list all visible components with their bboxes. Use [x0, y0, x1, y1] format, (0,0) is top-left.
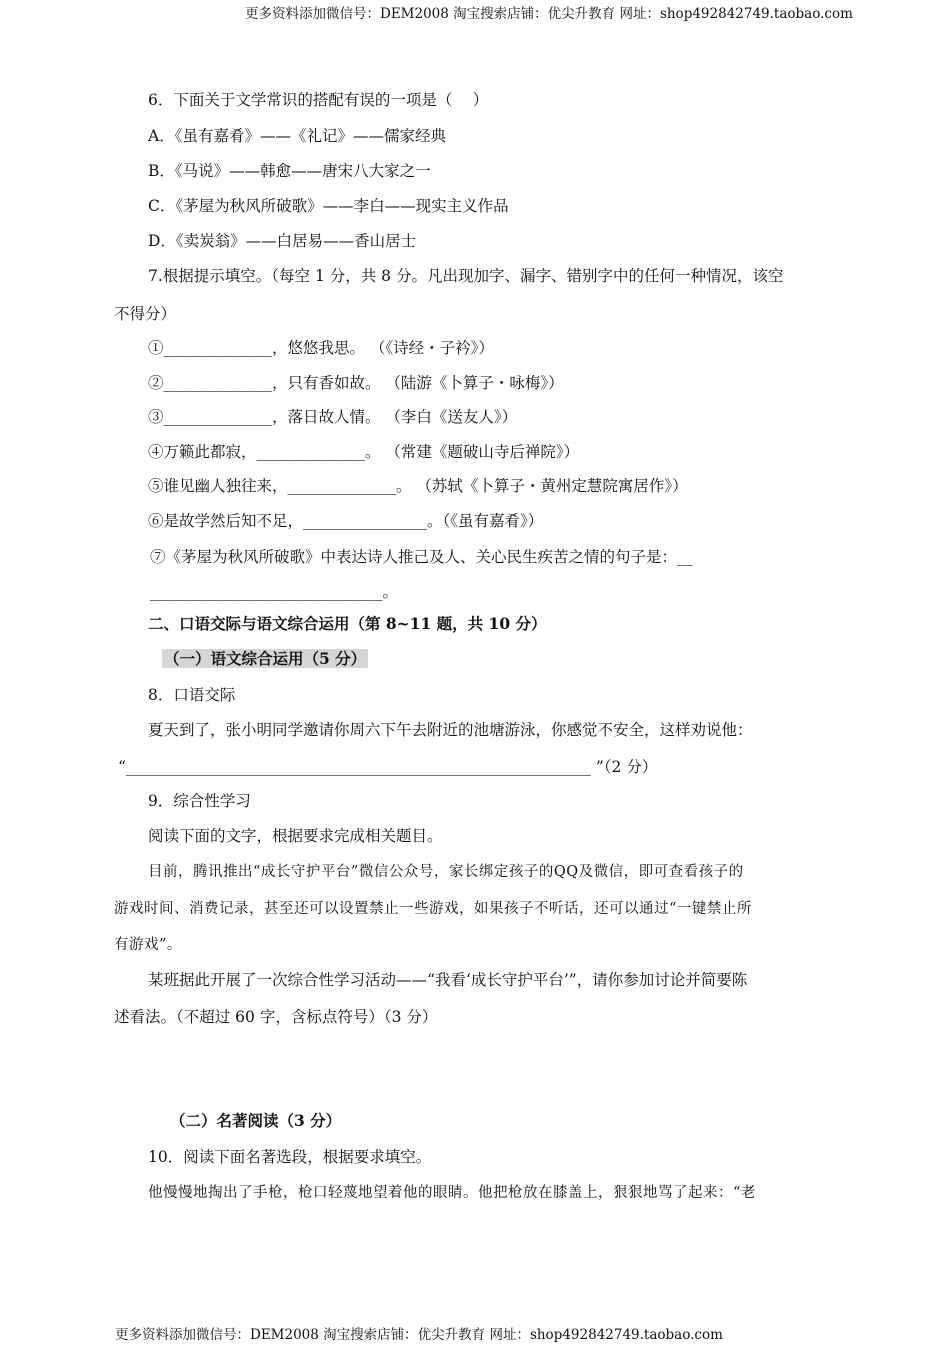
q9-passage-line1: 目前，腾讯推出“成长守护平台”微信公众号，家长绑定孩子的QQ及微信，即可查看孩子的	[148, 864, 744, 880]
q9-task-line2: 述看法。（不超过 60 字，含标点符号）（3 分）	[114, 1008, 438, 1026]
q7-item-4: ④万籁此都寂，______________。 （常建《题破山寺后禅院》）	[148, 443, 580, 461]
q6-option-d: D．《卖炭翁》——白居易——香山居士	[148, 232, 417, 250]
subsection-2-title: （二）名著阅读（3 分）	[170, 1111, 342, 1130]
q7-stem-line2: 不得分）	[114, 305, 177, 323]
page-header: 更多资料添加微信号：DEM2008 淘宝搜索店铺：优尖升教育 网址：shop492842749.taobao.com	[245, 6, 853, 22]
subsection-1-title	[162, 649, 368, 669]
q6-option-b: B．《马说》——韩愈——唐宋八大家之一	[148, 162, 431, 180]
q9-title: 9．综合性学习	[148, 792, 251, 810]
q9-task-line1: 某班据此开展了一次综合性学习活动——“我看‘成长守护平台’”，请你参加讨论并简要陈	[148, 971, 748, 989]
q7-item-7-line2: ______________________________。	[150, 583, 399, 601]
q9-passage-line2: 游戏时间、消费记录，甚至还可以设置禁止一些游戏，如果孩子不听话，还可以通过“一键禁止所	[114, 901, 752, 917]
q7-item-7-line1: ⑦《茅屋为秋风所破歌》中表达诗人推己及人、关心民生疾苦之情的句子是：__	[150, 548, 693, 566]
section-2-title: 二、口语交际与语文综合运用（第 8~11 题，共 10 分）	[148, 614, 547, 633]
subsection-1-label: （一）语文综合运用（5 分）	[164, 649, 367, 668]
q8-title: 8．口语交际	[148, 686, 236, 704]
page-footer: 更多资料添加微信号：DEM2008 淘宝搜索店铺：优尖升教育 网址：shop492842749.taobao.com	[115, 1327, 723, 1343]
q8-body: 夏天到了，张小明同学邀请你周六下午去附近的池塘游泳，你感觉不安全，这样劝说他：	[148, 721, 753, 739]
q7-item-1: ①______________，悠悠我思。 （《诗经・子衿》）	[148, 339, 494, 357]
q8-answer-line: “____________________________________________________________ ”（2 分）	[118, 758, 658, 776]
q9-passage-line3: 有游戏”。	[114, 937, 182, 953]
q6-option-c: C．《茅屋为秋风所破歌》——李白——现实主义作品	[148, 197, 509, 215]
q7-item-5: ⑤谁见幽人独往来，______________。 （苏轼《卜算子・黄州定慧院寓居作》）	[148, 477, 688, 495]
q9-intro: 阅读下面的文字，根据要求完成相关题目。	[148, 827, 443, 845]
q10-passage-line1: 他慢慢地掏出了手枪，枪口轻蔑地望着他的眼睛。他把枪放在膝盖上，狠狠地骂了起来：“老	[148, 1185, 756, 1201]
q7-item-6: ⑥是故学然后知不足，________________。（《虽有嘉肴》）	[148, 512, 544, 530]
q6-stem: 6．下面关于文学常识的搭配有误的一项是（ ）	[148, 91, 489, 109]
q10-title: 10．阅读下面名著选段，根据要求填空。	[148, 1148, 432, 1166]
q7-item-3: ③______________，落日故人情。 （李白《送友人》）	[148, 408, 518, 426]
q7-item-2: ②______________，只有香如故。 （陆游《卜算子・咏梅》）	[148, 374, 564, 392]
q7-stem-line1: 7.根据提示填空。（每空 1 分，共 8 分。凡出现加字、漏字、错别字中的任何一种情况，该空	[148, 267, 784, 285]
q6-option-a: A．《虽有嘉肴》——《礼记》——儒家经典	[148, 127, 446, 145]
